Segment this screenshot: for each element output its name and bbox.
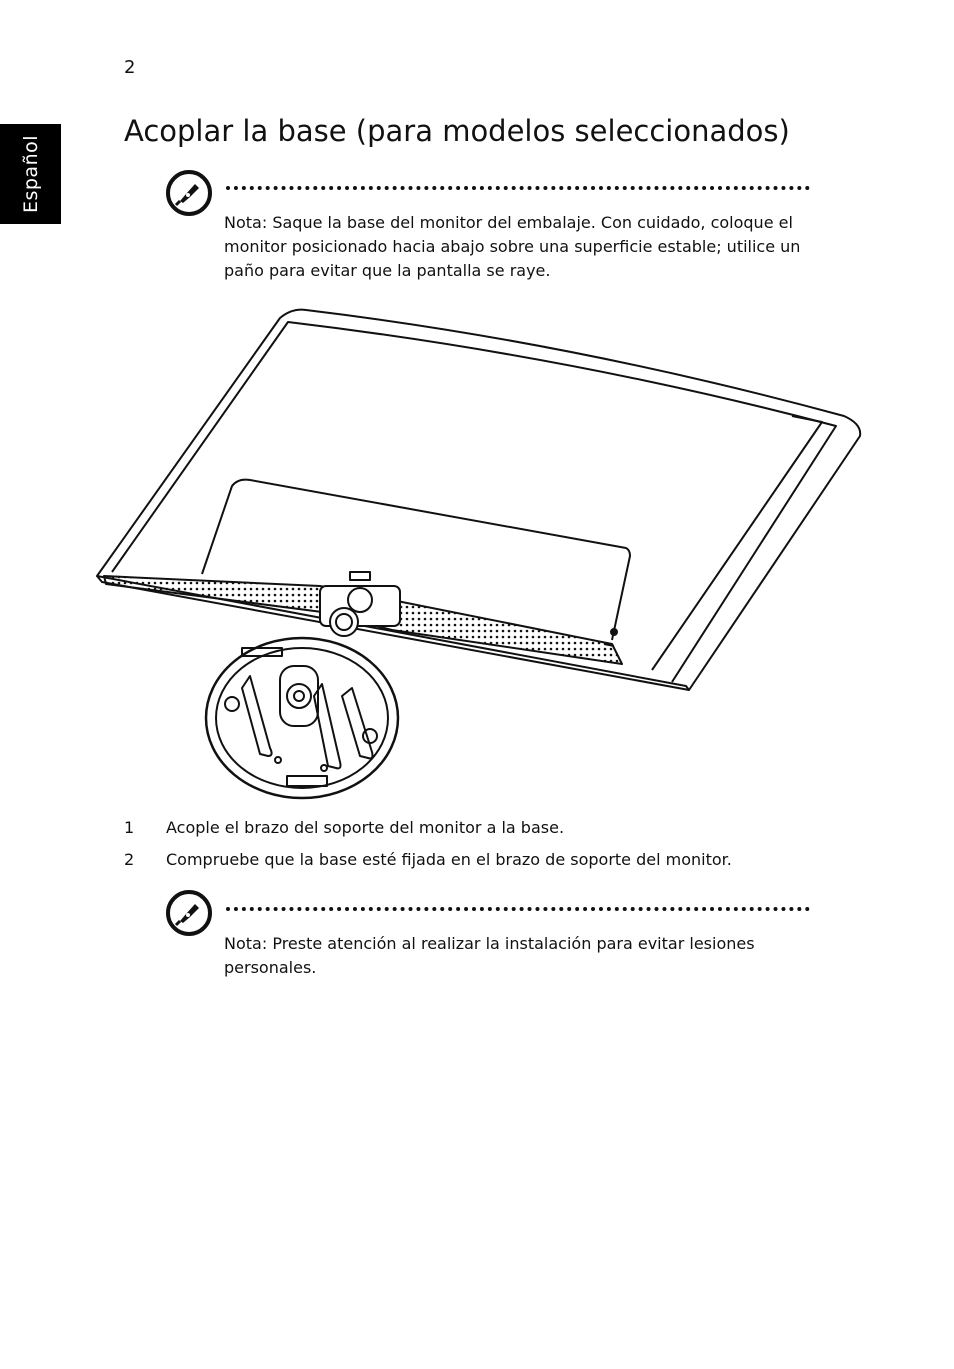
note-pen-icon <box>166 170 212 216</box>
step-number: 1 <box>124 818 135 837</box>
note-label: Nota: <box>224 934 268 953</box>
note-label: Nota: <box>224 213 268 232</box>
monitor-base-illustration <box>92 304 867 804</box>
note-pen-icon <box>166 890 212 936</box>
note-1 <box>224 211 814 283</box>
language-tab <box>0 124 61 224</box>
note-2-text: Preste atención al realizar la instalación para evitar lesiones personales. <box>224 934 755 977</box>
note-2 <box>224 932 814 980</box>
step-number: 2 <box>124 850 135 869</box>
page-number: 2 <box>124 57 136 78</box>
step-text: Acople el brazo del soporte del monitor a la base. <box>166 818 565 837</box>
step-text: Compruebe que la base esté fijada en el brazo de soporte del monitor. <box>166 850 732 869</box>
note-divider <box>226 186 810 190</box>
note-1-text: Saque la base del monitor del embalaje. Con cuidado, coloque el monitor posicionado hacia abajo sobre una superficie estable; utilice un paño para evitar que la pantalla se raye. <box>224 213 801 280</box>
page-title: Acoplar la base (para modelos seleccionados) <box>124 114 790 148</box>
note-divider <box>226 907 810 911</box>
language-tab-label: Español <box>19 134 42 214</box>
